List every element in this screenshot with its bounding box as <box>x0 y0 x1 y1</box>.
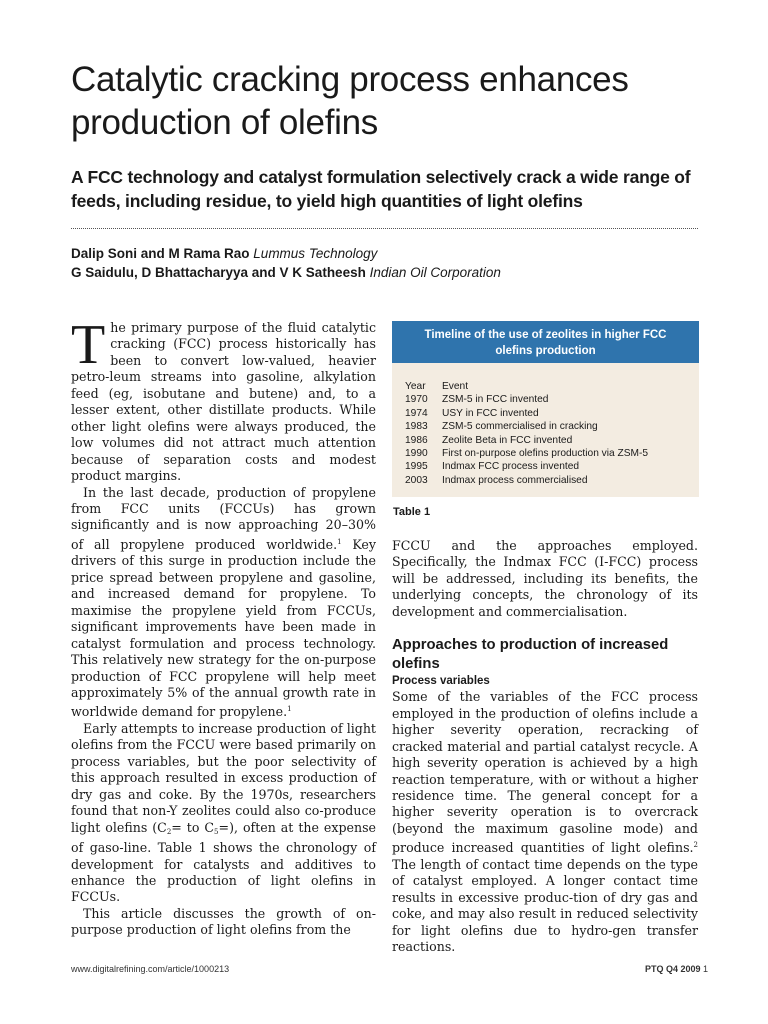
paragraph-text: This article discusses the growth of on-purpose production of light olefins from the <box>71 905 376 938</box>
section-heading: Approaches to production of increased olefins <box>392 637 669 673</box>
reference-marker: 1 <box>337 537 342 546</box>
subscript: 5 <box>214 827 219 836</box>
table-cell-year: 1986 <box>405 434 428 446</box>
paragraph-text: =), often at the expense of gaso-line. Table 1 shows the chronology of development for catalysts and additives to enhance the production of light olefins in FCCUs. <box>71 819 376 905</box>
table-cell-event: Indmax FCC process invented <box>442 461 580 473</box>
author-line <box>71 263 701 282</box>
author-block <box>71 244 701 282</box>
paragraph-text: FCCU and the approaches employed. Specifically, the Indmax FCC (I-FCC) process will be addressed, including its benefits, the underlying concepts, the chronology of its development and commercialisation. <box>392 538 698 619</box>
table-cell-year: 1970 <box>405 394 428 406</box>
article-title: Catalytic cracking process enhances production of olefins <box>71 60 629 142</box>
timeline-table <box>392 321 699 497</box>
table-row <box>405 434 699 447</box>
author-line <box>71 244 701 263</box>
table-cell-event: Zeolite Beta in FCC invented <box>442 434 573 446</box>
column-header-event: Event <box>442 381 469 392</box>
author-affiliation: Lummus Technology <box>253 246 378 261</box>
author-affiliation: Indian Oil Corporation <box>369 265 501 280</box>
drop-cap: T <box>71 314 106 376</box>
body-column-left <box>71 314 376 939</box>
paragraph-text: he primary purpose of the fluid catalytic cracking (FCC) process historically has been to convert low-valued, heavier petro-leum streams into gasoline, alkylation feed (eg, isobutane and butene) and, to a lesser extent, other distillate products. While other light olefins were always produced, the low volumes did not attract much attention because of separation costs and modest product margins. <box>71 320 376 484</box>
table-body <box>392 363 699 487</box>
body-paragraph <box>392 689 698 955</box>
article-subtitle: A FCC technology and catalyst formulation selectively crack a wide range of feeds, including residue, to yield high quantities of light olefins <box>71 167 691 211</box>
footer-url: www.digitalrefining.com/article/1000213 <box>71 964 230 974</box>
table-caption: Table 1 <box>393 506 431 518</box>
table-header-row <box>405 380 699 393</box>
author-names: G Saidulu, D Bhattacharyya and V K Satheesh <box>71 265 366 280</box>
table-cell-year: 1990 <box>405 448 428 460</box>
body-paragraph <box>392 538 698 620</box>
table-row <box>405 474 699 487</box>
body-paragraph <box>71 485 376 721</box>
table-row <box>405 447 699 460</box>
table-row <box>405 407 699 420</box>
paragraph-text: In the last decade, production of propylene from FCC units (FCCUs) has grown significantly and is now approaching 20–30% of all propylene produced worldwide. <box>71 484 376 552</box>
table-cell-year: 1983 <box>405 421 428 433</box>
table-cell-event: ZSM-5 in FCC invented <box>442 394 549 406</box>
body-paragraph <box>71 906 376 939</box>
table-cell-event: Indmax process commercialised <box>442 474 588 486</box>
body-paragraph <box>71 314 376 485</box>
body-column-right <box>392 538 698 956</box>
paragraph-text: The length of contact time depends on the type of catalyst employed. A longer contact time results in excessive produc-tion of dry gas and coke, and may also result in reduced selectivity for light olefins due to hydro-gen transfer reactions. <box>392 856 698 955</box>
reference-marker: 1 <box>287 705 292 714</box>
footer-page-info <box>645 964 708 974</box>
table-cell-year: 1974 <box>405 407 428 419</box>
table-row <box>405 420 699 433</box>
paragraph-text: Key drivers of this surge in production include the price spread between propylene and gasoline, and increased demand for propylene. To maximise the propylene yield from FCCUs, significant improvements have been made in catalyst formulation and process technology. This relatively new strategy for the on-purpose production of FCC propylene will help meet approximately 5% of the annual growth rate in worldwide demand for propylene. <box>71 536 376 720</box>
table-cell-event: First on-purpose olefins production via ZSM-5 <box>442 448 649 460</box>
table-cell-year: 2003 <box>405 474 428 486</box>
reference-marker: 2 <box>693 841 698 850</box>
paragraph-text: Some of the variables of the FCC process employed in the production of olefins include a higher severity operation, recracking of cracked material and partial catalyst recycle. A high severity operation is achieved by a high reaction temperature, with or without a higher residence time. The general concept for a higher severity operation is to overcrack (beyond the maximum gasoline mode) and produce increased quantities of light olefins. <box>392 689 698 856</box>
paragraph-text: = to C <box>171 819 215 835</box>
column-header-year: Year <box>405 381 426 392</box>
table-title: Timeline of the use of zeolites in higher FCC olefins production <box>392 321 699 363</box>
body-paragraph <box>71 721 376 906</box>
page-number: 1 <box>702 964 708 974</box>
author-names: Dalip Soni and M Rama Rao <box>71 246 250 261</box>
subscript: 2 <box>166 827 172 836</box>
table-row <box>405 460 699 473</box>
table-cell-event: USY in FCC invented <box>442 407 539 419</box>
table-cell-event: ZSM-5 commercialised in cracking <box>442 421 598 433</box>
table-cell-year: 1995 <box>405 461 428 473</box>
table-row <box>405 393 699 406</box>
paragraph-text: Early attempts to increase production of light olefins from the FCCU were based primarily on process variables, but the poor selectivity of this approach resulted in excess production of dry gas and coke. By the 1970s, researchers found that non-Y zeolites could also co-produce light olefins (C <box>71 720 376 835</box>
footer-journal: PTQ Q4 2009 <box>644 964 701 974</box>
subsection-heading: Process variables <box>392 675 490 688</box>
dotted-divider <box>71 228 698 229</box>
